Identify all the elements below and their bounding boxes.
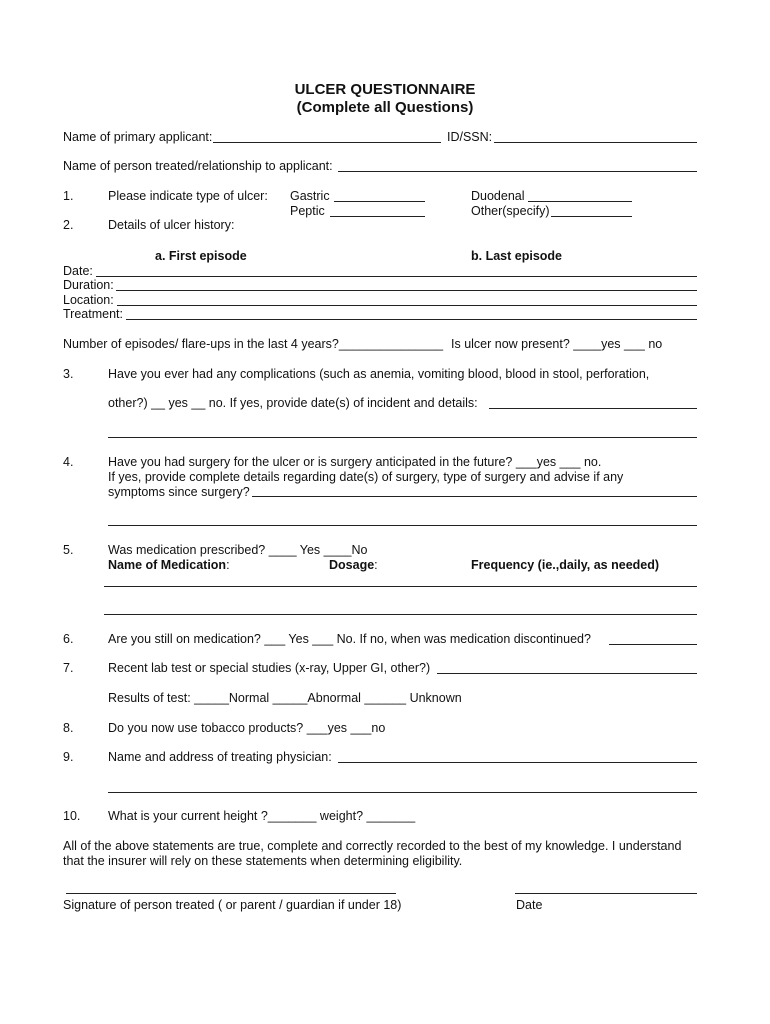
q1-number: 1. xyxy=(63,189,74,203)
person-treated-field[interactable] xyxy=(338,171,697,172)
other-specify-label: Other(specify) xyxy=(471,204,550,218)
duodenal-label: Duodenal xyxy=(471,189,525,203)
q3-line1: Have you ever had any complications (such as anemia, vomiting blood, blood in stool, perforation, xyxy=(108,367,650,381)
q8-number: 8. xyxy=(63,721,74,735)
frequency-heading: Frequency (ie.,daily, as needed) xyxy=(471,558,660,572)
q9-text: Name and address of treating physician: xyxy=(108,750,332,764)
form-title: ULCER QUESTIONNAIRE xyxy=(294,81,476,98)
q3-number: 3. xyxy=(63,367,74,381)
test-results: Results of test: _____Normal _____Abnormal ______ Unknown xyxy=(108,691,462,705)
q7-number: 7. xyxy=(63,661,74,675)
dosage-heading xyxy=(329,558,378,572)
gastric-label: Gastric xyxy=(290,189,330,203)
q6-number: 6. xyxy=(63,632,74,646)
q2-text: Details of ulcer history: xyxy=(108,218,235,232)
applicant-name-field[interactable] xyxy=(213,142,441,143)
ulcer-present-question: Is ulcer now present? ____yes ___ no xyxy=(451,337,663,351)
treatment-field[interactable] xyxy=(126,319,697,320)
discontinued-date-field[interactable] xyxy=(609,644,697,645)
physician-field-2[interactable] xyxy=(108,792,697,793)
date-signed-field[interactable] xyxy=(515,893,697,894)
date-field[interactable] xyxy=(96,276,697,277)
flareups-question: Number of episodes/ flare-ups in the last 4 years?_______________ xyxy=(63,337,444,351)
id-ssn-label: ID/SSN: xyxy=(447,130,493,144)
lab-test-field[interactable] xyxy=(437,673,697,674)
q3-details-field-2[interactable] xyxy=(108,437,697,438)
medication-field-2[interactable] xyxy=(104,614,697,615)
last-episode-heading: b. Last episode xyxy=(471,249,562,263)
physician-field[interactable] xyxy=(338,762,697,763)
statement-line1: All of the above statements are true, complete and correctly recorded to the best of my knowledge. I understand xyxy=(63,839,682,853)
q3-line2: other?) __ yes __ no. If yes, provide date(s) of incident and details: xyxy=(108,396,478,410)
q9-number: 9. xyxy=(63,750,74,764)
id-ssn-field[interactable] xyxy=(494,142,697,143)
q7-text: Recent lab test or special studies (x-ray, Upper GI, other?) xyxy=(108,661,431,675)
signature-field[interactable] xyxy=(66,893,396,894)
other-specify-field[interactable] xyxy=(551,216,632,217)
medication-field[interactable] xyxy=(104,586,697,587)
q5-text: Was medication prescribed? ____ Yes ____No xyxy=(108,543,368,557)
q4-details-field[interactable] xyxy=(252,496,697,497)
gastric-field[interactable] xyxy=(334,201,425,202)
q5-number: 5. xyxy=(63,543,74,557)
date-label: Date: xyxy=(63,264,93,278)
q1-text: Please indicate type of ulcer: xyxy=(108,189,268,203)
dosage-colon: : xyxy=(374,558,378,572)
date-signed-label: Date xyxy=(516,898,543,912)
signature-label: Signature of person treated ( or parent / guardian if under 18) xyxy=(63,898,402,912)
form-subtitle: (Complete all Questions) xyxy=(296,99,474,116)
q4-line3: symptoms since surgery? xyxy=(108,485,250,499)
q4-line2: If yes, provide complete details regarding date(s) of surgery, type of surgery and advise if any xyxy=(108,470,624,484)
q4-line1: Have you had surgery for the ulcer or is surgery anticipated in the future? ___yes ___ no. xyxy=(108,455,602,469)
q3-details-field[interactable] xyxy=(489,408,697,409)
location-label: Location: xyxy=(63,293,114,307)
duration-label: Duration: xyxy=(63,278,114,292)
duration-field[interactable] xyxy=(116,290,697,291)
q4-number: 4. xyxy=(63,455,74,469)
peptic-field[interactable] xyxy=(330,216,425,217)
treatment-label: Treatment: xyxy=(63,307,123,321)
q10-text: What is your current height ?_______ weight? _______ xyxy=(108,809,416,823)
peptic-label: Peptic xyxy=(290,204,325,218)
person-treated-label: Name of person treated/relationship to applicant: xyxy=(63,159,333,173)
q8-text: Do you now use tobacco products? ___yes ___no xyxy=(108,721,386,735)
q10-number: 10. xyxy=(63,809,81,823)
duodenal-field[interactable] xyxy=(528,201,632,202)
medication-name-label: Name of Medication xyxy=(108,558,227,572)
medication-name-heading xyxy=(108,558,230,572)
first-episode-heading: a. First episode xyxy=(155,249,247,263)
medication-name-colon: : xyxy=(226,558,230,572)
q6-text: Are you still on medication? ___ Yes ___ No. If no, when was medication discontinued? xyxy=(108,632,591,646)
statement-line2: that the insurer will rely on these statements when determining eligibility. xyxy=(63,854,463,868)
location-field[interactable] xyxy=(117,305,697,306)
q2-number: 2. xyxy=(63,218,74,232)
q4-details-field-2[interactable] xyxy=(108,525,697,526)
dosage-label: Dosage xyxy=(329,558,375,572)
applicant-name-label: Name of primary applicant: xyxy=(63,130,213,144)
